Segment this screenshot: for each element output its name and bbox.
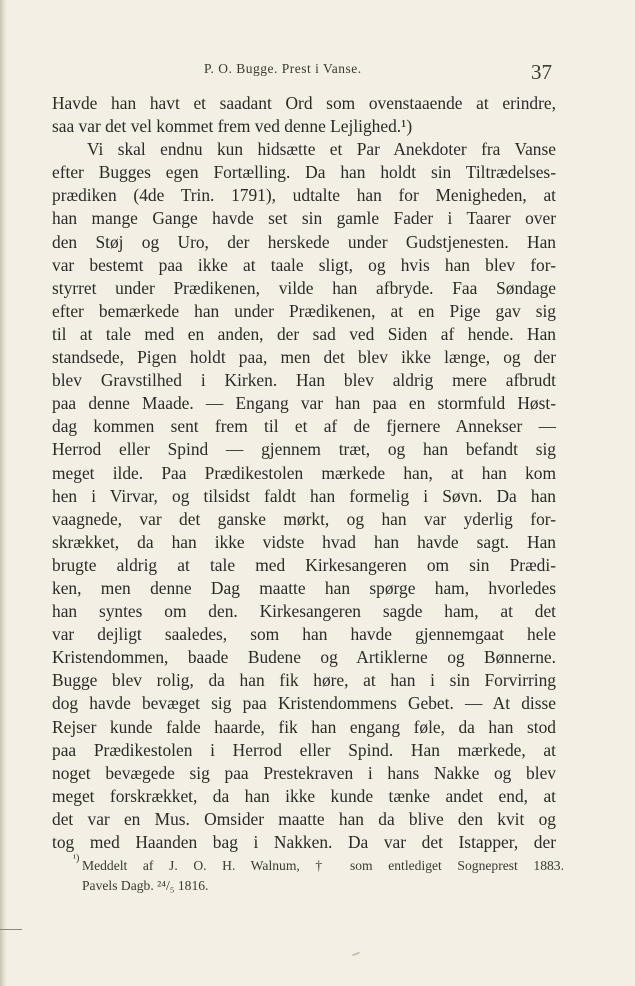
text-line: ken, men denne Dag maatte han spørge ham, hvorledes — [52, 577, 556, 598]
text-line: Rejser kunde falde haarde, fik han engang føle, da han stod — [52, 716, 556, 737]
text-line: noget bevægede sig paa Prestekraven i hans Nakke og blev — [52, 762, 556, 783]
text-line: skrækket, da han ikke vidste hvad han havde sagt. Han — [52, 531, 556, 552]
text-line: dog havde bevæget sig paa Kristendommens Gebet. — At disse — [52, 693, 556, 714]
text-line: Bugge blev rolig, da han fik høre, at han i sin Forvirring — [52, 670, 556, 691]
text-line: var dejligt saaledes, som han havde gjennemgaat hele — [52, 624, 556, 645]
text-line: Vi skal endnu kun hidsætte et Par Anekdoter fra Vanse — [87, 139, 556, 160]
text-line: efter Bugges egen Fortælling. Da han holdt sin Tiltrædelses- — [52, 162, 556, 183]
text-line: saa var det vel kommet frem ved denne Lejlighed.¹) — [52, 116, 413, 137]
text-line: paa denne Maade. — Engang var han paa en stormfuld Høst- — [52, 393, 556, 414]
text-line: han mange Gange havde set sin gamle Fader i Taarer over — [52, 208, 556, 229]
text-line: standsede, Pigen holdt paa, men det blev ikke længe, og der — [52, 347, 556, 368]
text-line: efter bemærkede han under Prædikenen, at en Pige gav sig — [52, 300, 556, 321]
body-text — [52, 92, 556, 854]
text-line: Havde han havt et saadant Ord som ovenstaaende at erindre, — [52, 93, 556, 113]
text-line: meget forskrækket, da han ikke kunde tænke andet end, at — [52, 785, 556, 806]
text-line: Kristendommen, baade Budene og Artiklerne og Bønnerne. — [52, 647, 556, 668]
page-header — [0, 60, 635, 84]
footnote — [73, 853, 564, 896]
text-line: brugte aldrig at tale med Kirkesangeren om sin Prædi- — [52, 554, 556, 575]
paper-speck — [352, 952, 360, 957]
text-line: var bestemt paa ikke at taale sligt, og hvis han blev for- — [52, 254, 556, 275]
text-line: vaagnede, var det ganske mørkt, og han var yderlig for- — [52, 508, 556, 529]
text-line: blev Gravstilhed i Kirken. Han blev aldrig mere afbrudt — [52, 370, 556, 391]
footnote-line: Pavels Dagb. ²⁴/₅ 1816. — [82, 878, 209, 893]
text-line: Herrod eller Spind — gjennem træt, og han befandt sig — [52, 439, 556, 460]
page-gutter-shadow — [0, 0, 7, 986]
text-line: styrret under Prædikenen, vilde han afbryde. Faa Søndage — [52, 277, 556, 298]
text-line: dag kommen sent frem til et af de fjernere Annekser — — [52, 416, 556, 437]
text-line: tog med Haanden bag i Nakken. Da var det Istapper, der — [52, 832, 556, 852]
footnote-line: Meddelt af J. O. H. Walnum, † som entlediget Sogneprest 1883. — [82, 858, 564, 873]
running-head: P. O. Bugge. Prest i Vanse. — [204, 61, 362, 76]
margin-rule — [0, 929, 22, 930]
text-line: han syntes om den. Kirkesangeren sagde ham, at det — [52, 601, 556, 622]
text-line: den Støj og Uro, der herskede under Gudstjenesten. Han — [52, 231, 556, 252]
text-line: prædiken (4de Trin. 1791), udtalte han for Menigheden, at — [52, 185, 556, 206]
text-line: til at tale med en anden, der sad ved Siden af hende. Han — [52, 323, 556, 344]
page-number: 37 — [531, 60, 552, 84]
text-line: det var en Mus. Omsider maatte han da blive den kvit og — [52, 808, 556, 829]
text-line: hen i Virvar, og tilsidst faldt han formelig i Søvn. Da han — [52, 485, 556, 506]
text-line: meget ilde. Paa Prædikestolen mærkede han, at han kom — [52, 462, 556, 483]
text-line: paa Prædikestolen i Herrod eller Spind. Han mærkede, at — [52, 739, 556, 760]
footnote-marker: ¹) — [73, 853, 80, 864]
